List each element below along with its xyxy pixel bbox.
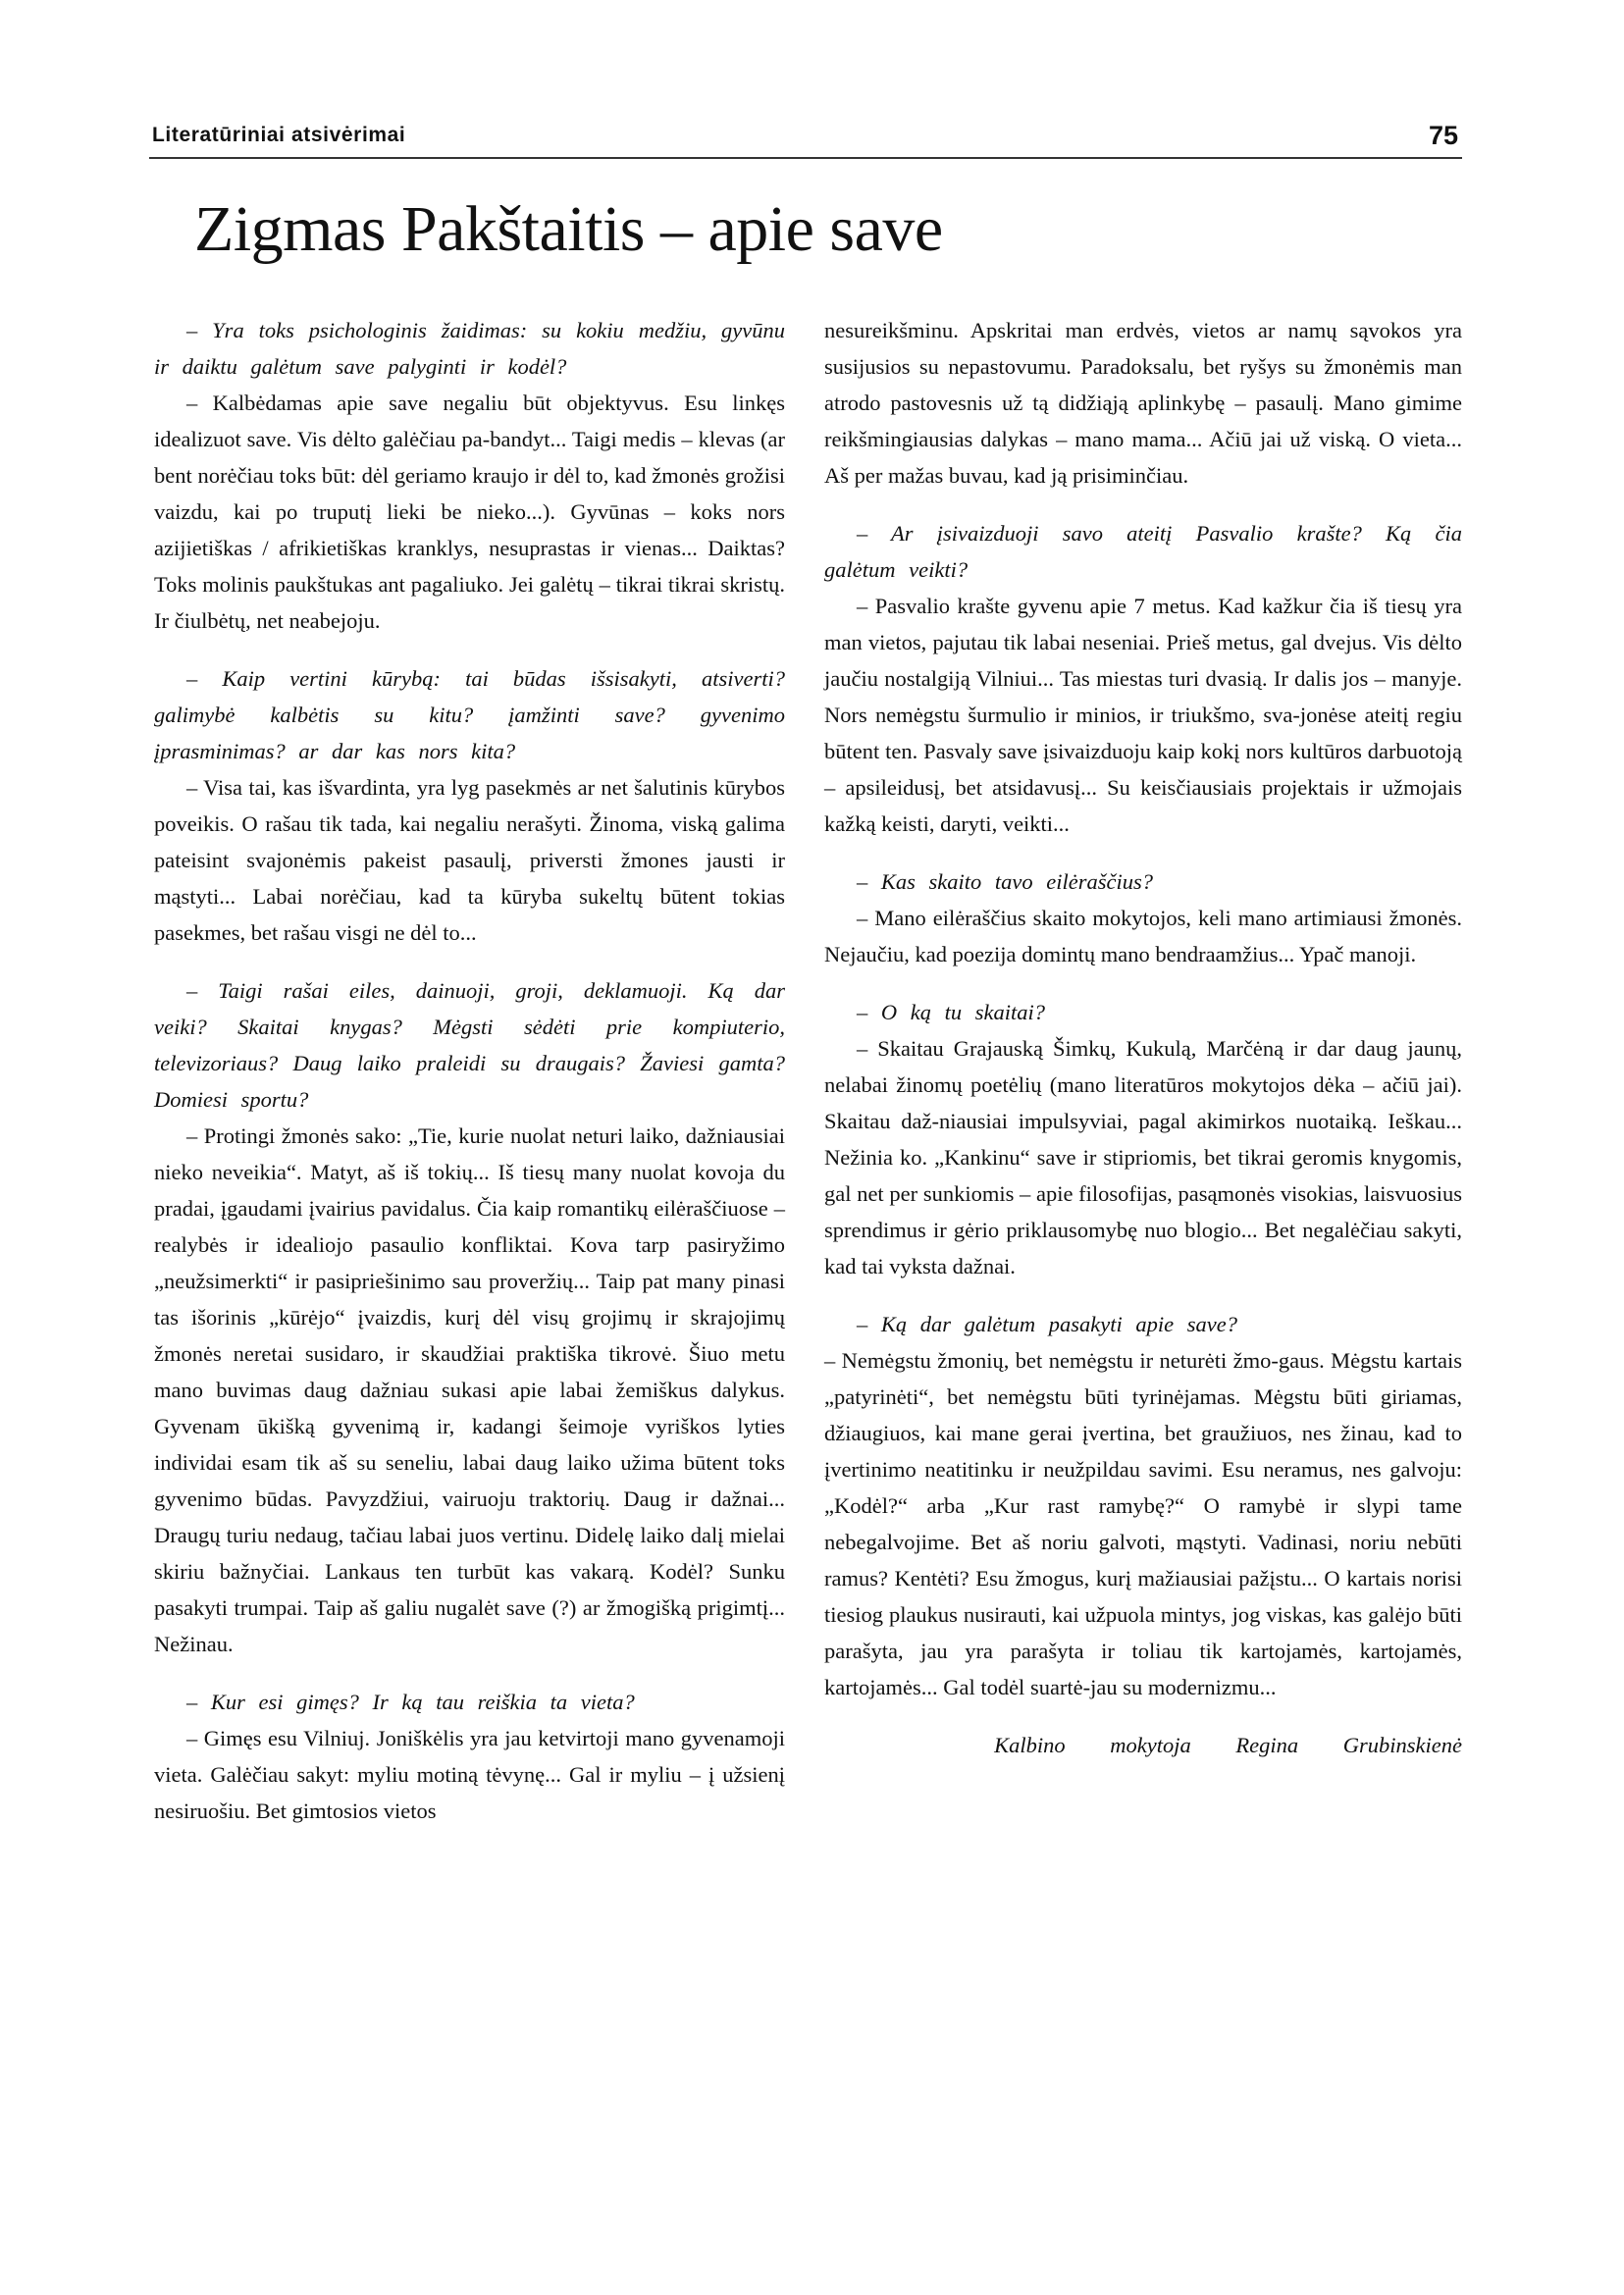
interviewer-signature: Kalbino mokytoja Regina Grubinskienė bbox=[994, 1733, 1462, 1757]
running-header bbox=[149, 118, 1462, 159]
interview-answer: – Mano eilėraščius skaito mokytojos, keli mano artimiausi žmonės. Nejaučiu, kad poezija domintų mano bendraamžius... Ypač manoji. bbox=[824, 906, 1462, 966]
interview-question: – Kaip vertini kūrybą: tai būdas išsisakyti, atsiverti? galimybė kalbėtis su kitu? įamžinti save? gyvenimo įprasminimas? ar dar kas nors kita? bbox=[154, 666, 785, 763]
interview-answer: – Kalbėdamas apie save negaliu būt objektyvus. Esu linkęs idealizuot save. Vis dėlto galėčiau pa-bandyt... Taigi medis – klevas (ar bent norėčiau toks būt: dėl geriamo kraujo ir dėl to, kad žmonės grožisi vaizdu, kai po truputį lieki be nieko...). Gyvūnas – koks nors azijietiškas / afrikietiškas kranklys, nesuprastas ir vienas... Daiktas? Toks molinis paukštukas ant pagaliuko. Jei galėtų – tikrai tikrai skristų. Ir čiulbėtų, net neabejoju. bbox=[154, 391, 785, 633]
spacer bbox=[154, 1662, 785, 1684]
interview-answer: – Visa tai, kas išvardinta, yra lyg pasekmės ar net šalutinis kūrybos poveikis. O rašau tik tada, kai negaliu nerašyti. Žinoma, viską galima pateisint svajonėmis pakeist pasaulį, priversti žmones jausti ir mąstyti... Labai norėčiau, kad ta kūryba sukeltų būtent tokias pasekmes, bet rašau visgi ne dėl to... bbox=[154, 775, 785, 945]
interview-answer: – Nemėgstu žmonių, bet nemėgstu ir neturėti žmo-gaus. Mėgstu kartais „patyrinėti“, bet nemėgstu būti tyrinėjamas. Mėgstu būti giriamas, džiaugiuos, kai mane gerai įvertina, bet graužiuos, nes žinau, kad to įvertinimo neatitinku ir neužpildau savimi. Esu neramus, nes galvoju: „Kodėl?“ arba „Kur rast ramybę?“ O ramybė ir slypi tame nebegalvojime. Bet aš noriu galvoti, mąstyti. Vadinasi, noriu nebūti ramus? Kentėti? Esu žmogus, kurį mažiausiai pažįstu... O kartais norisi tiesiog plaukus nusirauti, kai užpuola mintys, jog viskas, kas galėjo būti parašyta, jau yra parašyta ir toliau tik kartojamės, kartojamės, kartojamės... Gal todėl suartė-jau su modernizmu... bbox=[824, 1348, 1462, 1699]
article-title: Zigmas Pakštaitis – apie save bbox=[194, 193, 943, 265]
left-column bbox=[154, 312, 785, 1829]
interview-question: – Kas skaito tavo eilėraščius? bbox=[857, 869, 1153, 894]
section-title: Literatūriniai atsivėrimai bbox=[152, 124, 406, 146]
interview-answer-continued: nesureikšminu. Apskritai man erdvės, vietos ar namų sąvokos yra susijusios su nepastovumu. Paradoksalu, bet ryšys su žmonėmis man atrodo pastovesnis už tą didžiąją aplinkybę – pasaulį. Mano gimime reikšmingiausias dalykas – mano mama... Ačiū jai už viską. O vieta... Aš per mažas buvau, kad ją prisiminčiau. bbox=[824, 318, 1462, 488]
spacer bbox=[824, 842, 1462, 863]
spacer bbox=[154, 951, 785, 972]
page-number: 75 bbox=[1428, 121, 1458, 150]
interview-answer: – Gimęs esu Vilniuj. Joniškėlis yra jau ketvirtoji mano gyvenamoji vieta. Galėčiau sakyt: myliu motiną tėvynę... Gal ir myliu – į užsienį nesiruošiu. Bet gimtosios vietos bbox=[154, 1726, 785, 1823]
interview-question: – Kur esi gimęs? Ir ką tau reiškia ta vieta? bbox=[186, 1690, 635, 1714]
interview-answer: – Skaitau Grajauską Šimkų, Kukulą, Marčėną ir dar daug jaunų, nelabai žinomų poetėlių (mano literatūros mokytojos dėka – ačiū jai). Skaitau daž-niausiai impulsyviai, pagal akimirkos nuotaiką. Ieškau... Nežinia ko. „Kankinu“ save ir stipriomis, bet tikrai geromis knygomis, gal net per sunkiomis – apie filosofijas, pasąmonės visokias, laisvuosius sprendimus ir gėrio priklausomybę nuo blogio... Bet negalėčiau sakyti, kad tai vyksta dažnai. bbox=[824, 1036, 1462, 1278]
interview-question: – O ką tu skaitai? bbox=[857, 1000, 1045, 1024]
spacer bbox=[824, 972, 1462, 994]
spacer bbox=[824, 1284, 1462, 1306]
right-column bbox=[824, 312, 1462, 1763]
spacer bbox=[154, 639, 785, 660]
interview-question: – Ką dar galėtum pasakyti apie save? bbox=[857, 1312, 1237, 1336]
interview-answer: – Pasvalio krašte gyvenu apie 7 metus. Kad kažkur čia iš tiesų yra man vietos, pajutau tik labai neseniai. Prieš metus, gal dvejus. Vis dėlto jaučiu nostalgiją Vilniui... Tas miestas turi dvasią. Ir dalis jos – manyje. Nors nemėgstu šurmulio ir minios, ir triukšmo, sva-jonėse ateitį regiu būtent ten. Pasvaly save įsivaizduoju kaip kokį nors kultūros darbuotoją – apsileidusį, bet atsidavusį... Su keisčiausiais projektais ir užmojais kažką keisti, daryti, veikti... bbox=[824, 594, 1462, 836]
spacer bbox=[824, 494, 1462, 515]
interview-answer: – Protingi žmonės sako: „Tie, kurie nuolat neturi laiko, dažniausiai nieko neveikia“. Matyt, aš iš tokių... Iš tiesų many nuolat kovoja du pradai, įgaudami įvairius pavidalus. Čia kaip romantikų eilėraščiuose – realybės ir idealiojo pasaulio konfliktai. Kova tarp pasiryžimo „neužsimerkti“ ir pasipriešinimo sau proveržių... Taip pat many pinasi tas išorinis „kūrėjo“ įvaizdis, kurį dėl visų grojimų ir skrajojimų žmonės neretai susidaro, ir skaudžiai praktiška tikrovė. Šiuo metu mano buvimas daug dažniau sukasi apie labai žemiškus dalykus. Gyvenam ūkišką gyvenimą ir, kadangi šeimoje vyriškos lyties individai esam tik aš su seneliu, labai daug laiko užima būtent toks gyvenimo būdas. Pavyzdžiui, vairuoju traktorių. Daug ir dažnai... Draugų turiu nedaug, tačiau labai juos vertinu. Didelę laiko dalį mielai skiriu bažnyčiai. Lankaus ten turbūt kas vakarą. Kodėl? Sunku pasakyti trumpai. Taip aš galiu nugalėt save (?) ar žmogišką prigimtį... Nežinau. bbox=[154, 1123, 785, 1656]
interview-question: – Yra toks psichologinis žaidimas: su kokiu medžiu, gyvūnu ir daiktu galėtum save palyginti ir kodėl? bbox=[154, 318, 785, 379]
interview-question: – Ar įsivaizduoji savo ateitį Pasvalio krašte? Ką čia galėtum veikti? bbox=[824, 521, 1462, 582]
interview-question: – Taigi rašai eiles, dainuoji, groji, deklamuoji. Ką dar veiki? Skaitai knygas? Mėgsti sėdėti prie kompiuterio, televizoriaus? Daug laiko praleidi su draugais? Žaviesi gamta? Domiesi sportu? bbox=[154, 978, 785, 1112]
